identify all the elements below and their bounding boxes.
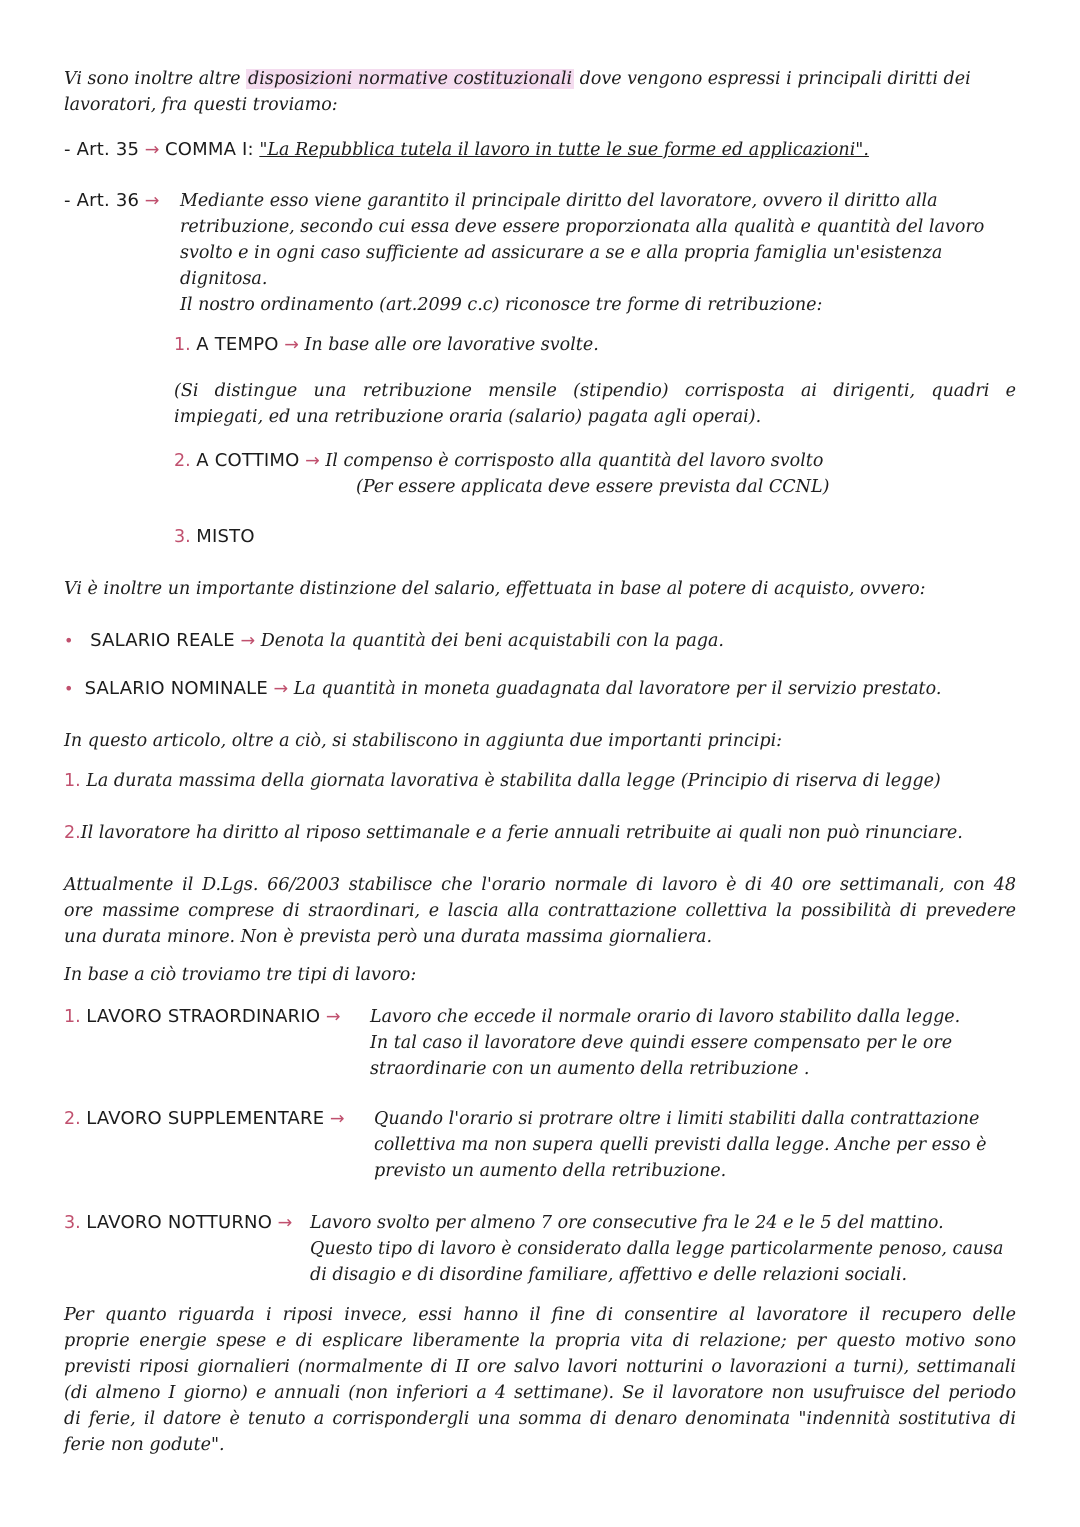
principi-intro-text: In questo articolo, oltre a ciò, si stabiliscono in aggiunta due importanti principi:: [64, 731, 783, 751]
salario-reale: [64, 628, 724, 654]
tipo-title: LAVORO STRAORDINARIO: [86, 1006, 321, 1027]
art35-label: - Art. 35: [64, 139, 140, 160]
arrow-icon: →: [273, 679, 289, 699]
tipo-line: In tal caso il lavoratore deve quindi essere compensato per le ore: [370, 1033, 953, 1053]
tipo-line: previsto un aumento della retribuzione.: [374, 1161, 727, 1181]
forma-number: 2.: [174, 451, 191, 471]
forma-tempo: [174, 332, 599, 358]
riposi-line: ferie non godute".: [64, 1435, 225, 1455]
dlgs-line: una durata minore. Non è prevista però una durata massima giornaliera.: [64, 927, 713, 947]
tipo-number: 1.: [64, 1007, 81, 1027]
salario-text: Denota la quantità dei beni acquistabili con la paga.: [260, 631, 724, 651]
tipo-line: di disagio e di disordine familiare, affettivo e delle relazioni sociali.: [310, 1265, 908, 1285]
notturno-label: [64, 1210, 292, 1236]
riposi-line: Per quanto riguarda i riposi invece, essi hanno il fine di consentire al lavoratore il recupero delle: [64, 1305, 1016, 1325]
art36-line: dignitosa.: [180, 269, 268, 289]
note-line: (Si distingue una retribuzione mensile (stipendio) corrisposta ai dirigenti, quadri e: [174, 381, 1016, 401]
tipo-line: Quando l'orario si protrare oltre i limiti stabiliti dalla contrattazione: [374, 1109, 980, 1129]
bullet-icon: •: [64, 679, 74, 698]
forma-title: A COTTIMO: [196, 450, 300, 471]
straordinario-text: [370, 1004, 960, 1082]
dlgs-paragraph: [64, 872, 1016, 950]
art35-quote: "La Repubblica tutela il lavoro in tutte le sue forme ed applicazioni".: [259, 140, 869, 160]
forma-number: 3.: [174, 527, 191, 547]
forma-tempo-note: [174, 378, 1016, 430]
intro-line-1: [64, 66, 971, 92]
principio-number: 1.: [64, 771, 81, 791]
riposi-line: di ferie, il datore è tenuto a corrispondergli una somma di denaro denominata "indennità sostitutiva di: [64, 1409, 1016, 1429]
note-line: (Per essere applicata deve essere prevista dal CCNL): [356, 477, 830, 497]
art36-text: [180, 188, 984, 318]
arrow-icon: →: [144, 191, 160, 211]
arrow-icon: →: [284, 335, 299, 355]
art36-label-block: [64, 188, 159, 214]
principio-2: [64, 820, 963, 846]
art35-line: [64, 137, 869, 163]
intro-line-2: lavoratori, fra questi troviamo:: [64, 95, 338, 115]
art36-label: - Art. 36: [64, 190, 140, 211]
forma-text: In base alle ore lavorative svolte.: [304, 335, 599, 355]
highlighted-term: disposizioni normative costituzionali: [248, 69, 573, 89]
arrow-icon: →: [325, 1007, 341, 1027]
tipo-title: LAVORO SUPPLEMENTARE: [86, 1108, 325, 1129]
intro-text-before: Vi sono inoltre altre: [64, 69, 247, 89]
arrow-icon: →: [240, 631, 256, 651]
tipo-line: Lavoro che eccede il normale orario di lavoro stabilito dalla legge.: [370, 1007, 961, 1027]
forma-title: A TEMPO: [196, 334, 279, 355]
forma-cottimo: [174, 448, 823, 474]
riposi-line: proprie energie spese e di esplicare liberamente la propria vita di relazione; per questo motivo sono: [64, 1331, 1016, 1351]
tipo-line: straordinarie con un aumento della retribuzione .: [370, 1059, 810, 1079]
riposi-line: previsti riposi giornalieri (normalmente di II ore salvo lavori notturini o lavorazioni a turni), settimanali: [64, 1357, 1016, 1377]
riposi-line: (di almeno I giorno) e annuali (non inferiori a 4 settimane). Se il lavoratore non usufruisce del periodo: [64, 1383, 1016, 1403]
principio-text: La durata massima della giornata lavorativa è stabilita dalla legge (Principio di riserva di legge): [86, 771, 941, 791]
art36-line: Mediante esso viene garantito il principale diritto del lavoratore, ovvero il diritto alla: [180, 191, 938, 211]
tipo-number: 2.: [64, 1109, 81, 1129]
forma-text: Il compenso è corrisposto alla quantità del lavoro svolto: [325, 451, 824, 471]
tipo-title: LAVORO NOTTURNO: [86, 1212, 273, 1233]
forma-misto: [174, 524, 255, 550]
arrow-icon: →: [329, 1109, 345, 1129]
notturno-text: [310, 1210, 1003, 1288]
salario-intro: [64, 576, 926, 602]
dlgs-line: ore massime comprese di straordinari, e lascia alla contrattazione collettiva la possibilità di prevedere: [64, 901, 1016, 921]
tipi-intro: [64, 962, 416, 988]
arrow-icon: →: [277, 1213, 293, 1233]
art35-comma: COMMA I:: [164, 139, 254, 160]
art36-ordinamento: Il nostro ordinamento (art.2099 c.c) riconosce tre forme di retribuzione:: [180, 295, 823, 315]
salario-title: SALARIO NOMINALE: [84, 678, 268, 699]
tipo-number: 3.: [64, 1213, 81, 1233]
bullet-icon: •: [64, 631, 74, 650]
principi-intro: [64, 728, 782, 754]
arrow-icon: →: [305, 451, 320, 471]
forma-cottimo-note: [356, 474, 829, 500]
tipo-line: Lavoro svolto per almeno 7 ore consecutive fra le 24 e le 5 del mattino.: [310, 1213, 944, 1233]
intro-paragraph: [64, 66, 971, 118]
salario-nominale: [64, 676, 941, 702]
arrow-icon: →: [144, 140, 160, 160]
tipo-line: Questo tipo di lavoro è considerato dalla legge particolarmente penoso, causa: [310, 1239, 1004, 1259]
supplementare-label: [64, 1106, 345, 1132]
tipi-intro-text: In base a ciò troviamo tre tipi di lavoro:: [64, 965, 417, 985]
intro-text-after: dove vengono espressi i principali diritti dei: [574, 69, 971, 89]
note-line: impiegati, ed una retribuzione oraria (salario) pagata agli operai).: [174, 407, 762, 427]
forma-title: MISTO: [196, 526, 255, 547]
salario-intro-text: Vi è inoltre un importante distinzione del salario, effettuata in base al potere di acquisto, ovvero:: [64, 579, 926, 599]
forma-number: 1.: [174, 335, 191, 355]
tipo-line: collettiva ma non supera quelli previsti dalla legge. Anche per esso è: [374, 1135, 987, 1155]
principio-number: 2.: [64, 823, 81, 843]
art36-line: svolto e in ogni caso sufficiente ad assicurare a se e alla propria famiglia un'esistenza: [180, 243, 943, 263]
salario-title: SALARIO REALE: [90, 630, 235, 651]
art36-line: retribuzione, secondo cui essa deve essere proporzionata alla qualità e quantità del lavoro: [180, 217, 985, 237]
straordinario-label: [64, 1004, 341, 1030]
principio-text: Il lavoratore ha diritto al riposo settimanale e a ferie annuali retribuite ai quali non può rinunciare.: [80, 823, 963, 843]
principio-1: [64, 768, 941, 794]
riposi-paragraph: [64, 1302, 1016, 1458]
salario-text: La quantità in moneta guadagnata dal lavoratore per il servizio prestato.: [293, 679, 942, 699]
dlgs-line: Attualmente il D.Lgs. 66/2003 stabilisce che l'orario normale di lavoro è di 40 ore settimanali, con 48: [64, 875, 1016, 895]
supplementare-text: [374, 1106, 986, 1184]
